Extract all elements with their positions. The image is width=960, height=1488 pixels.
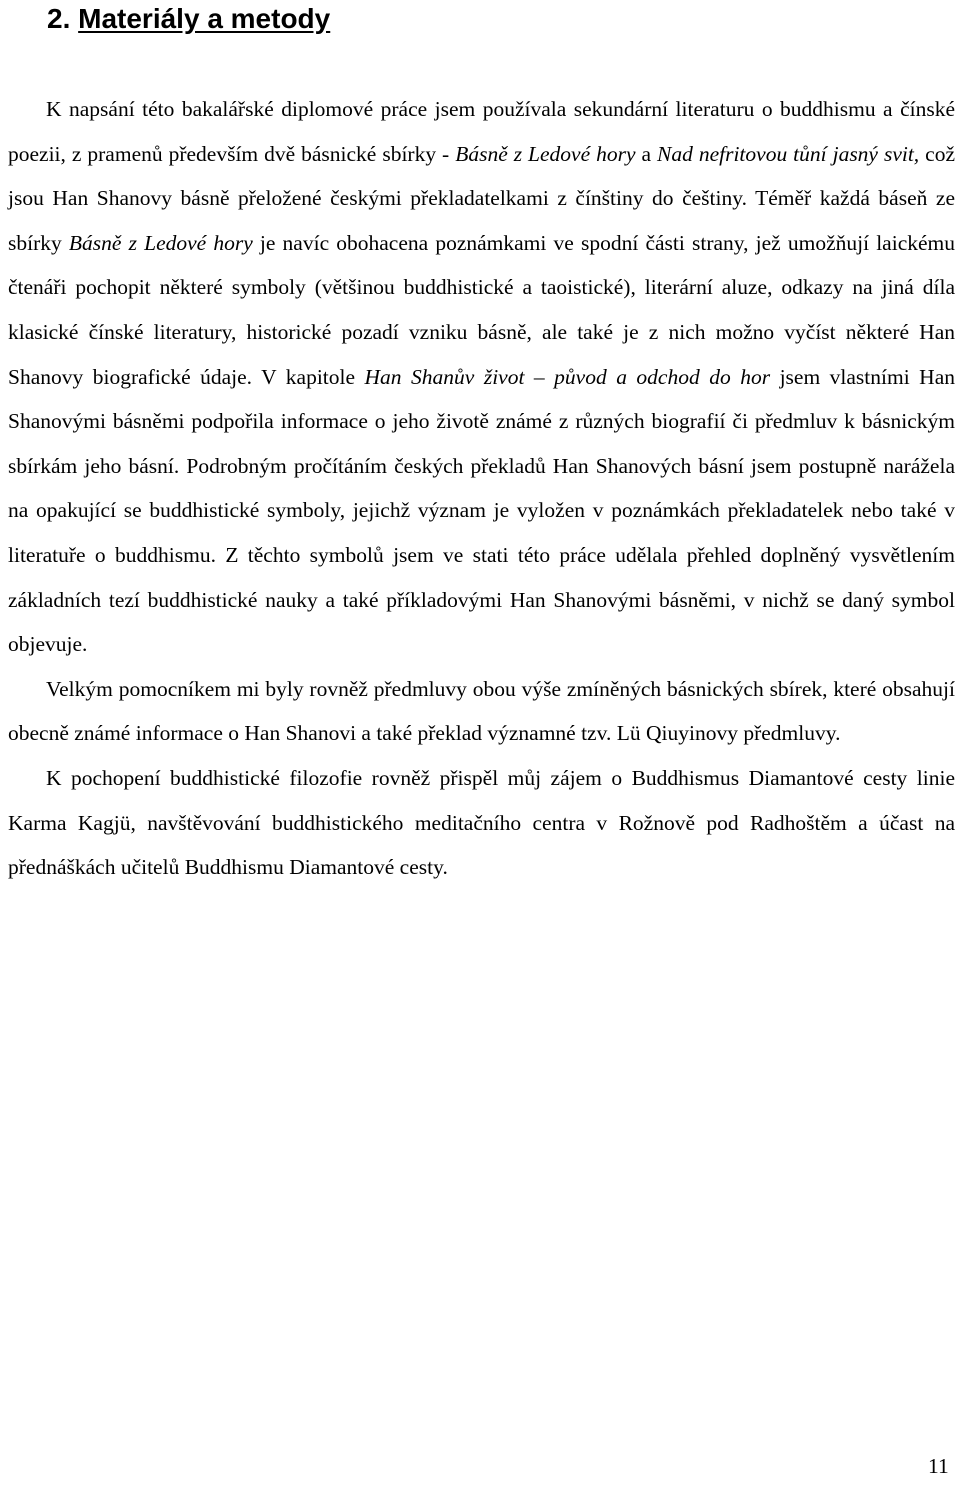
text-run: K napsání této bakalářské diplomové práce jsem používala sekundární literaturu o buddhismu a čínské poezii, z pramenů především dvě básnické sbírky -: [8, 97, 955, 166]
book-title: Básně z Ledové hory: [455, 141, 636, 166]
text-run: jsem vlastními Han Shanovými básněmi podpořila informace o jeho životě známé z různých biografií či předmluv k básnickým sbírkám jeho básní. Podrobným pročítáním českých překladů Han Shanových básní jsem postupně narážela na opakující se buddhistické symboly, jejichž význam je vyložen v poznámkách překladatelek nebo také v literatuře o buddhismu. Z těchto symbolů jsem ve stati této práce udělala přehled doplněný vysvětlením základních tezí buddhistické nauky a také příkladovými Han Shanovými básněmi, v nichž se daný symbol objevuje.: [8, 364, 955, 657]
text-run: což jsou Han Shanovy básně přeložené českými překladatelkami z čínštiny do češtiny. Téměř každá báseň ze sbírky: [8, 141, 955, 255]
body-text: [8, 87, 955, 890]
book-title: Nad nefritovou tůní jasný svit,: [657, 141, 920, 166]
text-run: je navíc obohacena poznámkami ve spodní části strany, jež umožňují laickému čtenáři pochopit některé symboly (většinou buddhistické a taoistické), literární aluze, odkazy na jiná díla klasické čínské literatury, historické pozadí vzniku básně, ale také je z nich možno vyčíst některé Han Shanovy biografické údaje. V kapitole: [8, 230, 956, 389]
section-number: 2.: [47, 3, 71, 34]
section-title: Materiály a metody: [78, 3, 331, 34]
paragraph-prefaces: [8, 667, 955, 756]
paragraph-sources: [8, 87, 955, 667]
chapter-title: Han Shanův život – původ a odchod do hor: [364, 364, 771, 389]
page-number: 11: [928, 1454, 949, 1478]
text-run: K pochopení buddhistické filozofie rovněž přispěl můj zájem o Buddhismus Diamantové cesty linie Karma Kagjü, navštěvování buddhistického meditačního centra v Rožnově pod Radhoštěm a účast na přednáškách učitelů Buddhismu Diamantové cesty.: [8, 765, 955, 880]
book-title: Básně z Ledové hory: [68, 230, 253, 255]
text-run: a: [635, 141, 658, 166]
paragraph-buddhism: [8, 756, 955, 890]
text-run: Velkým pomocníkem mi byly rovněž předmluvy obou výše zmíněných básnických sbírek, které obsahují obecně známé informace o Han Shanovi a také překlad významné tzv. Lü Qiuyinovy předmluvy.: [8, 676, 955, 746]
section-heading: [47, 0, 330, 38]
